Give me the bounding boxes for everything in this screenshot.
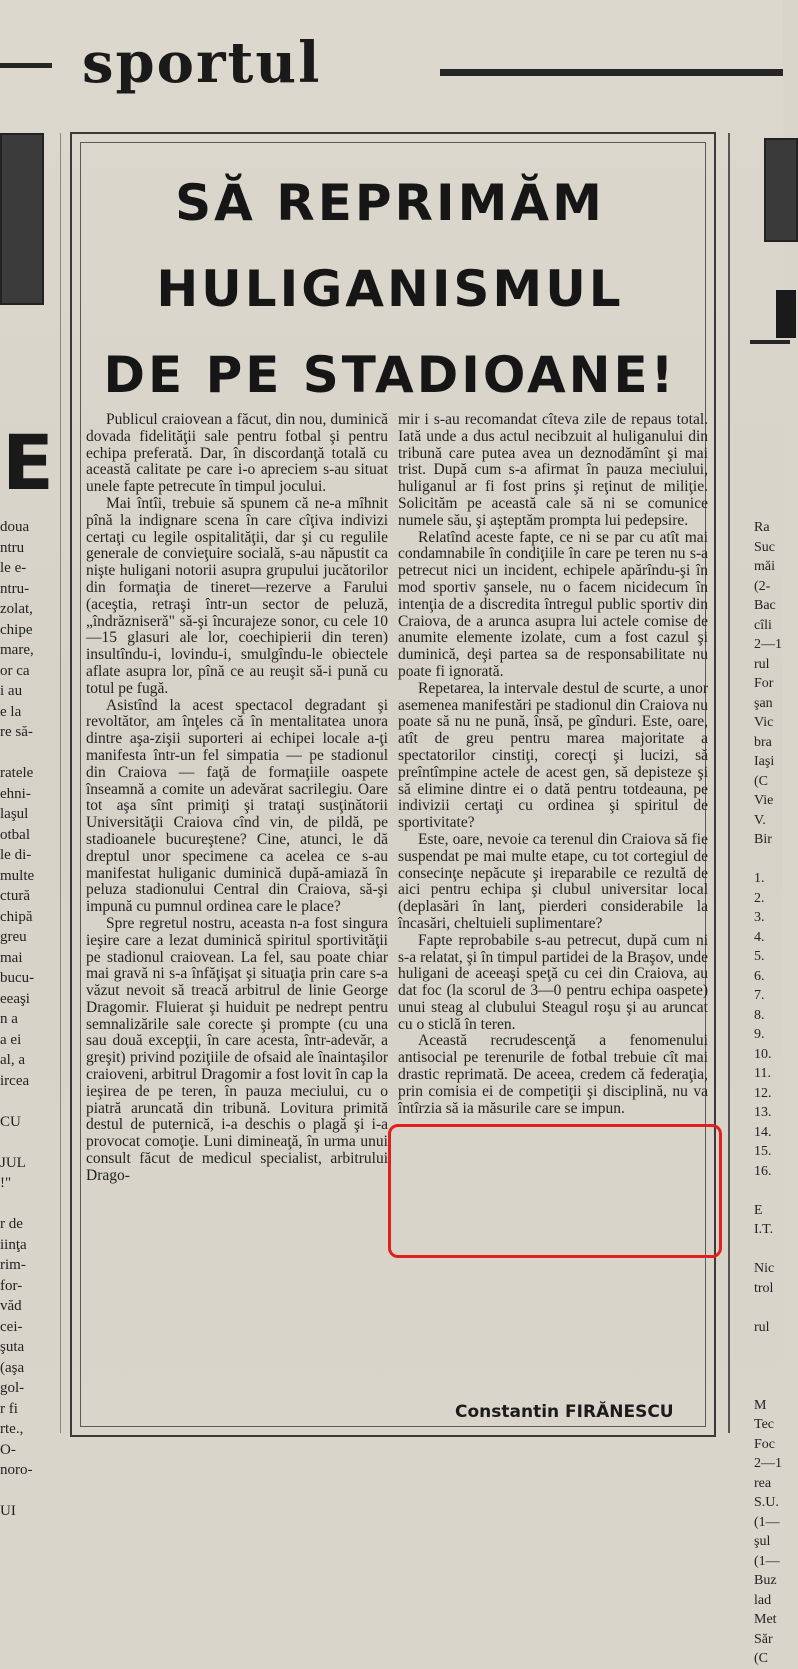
article-column-1 <box>86 412 388 1185</box>
paragraph: Repetarea, la intervale destul de scurte, a unor asemenea manifestări pe stadionul din Craiova nu poate să nu ne pună, însă, pe gînduri. Este, oare, atît de greu pentru marea majoritate a spectatorilor cinstiţi, corecţi şi lucizi, să preîntîmpine actele de acest gen, să depisteze şi să elimine dintre ei o dată pentru totdeauna, pe indivizii certaţi cu ordinea şi spiritul de sportivitate? <box>398 679 708 832</box>
left-column-text: doua ntru le e- ntru- zolat, chipe mare, or ca i au e la re să- ratele ehni- laşul otbal le di- multe ctură chipă greu mai bucu- eeaşi n a a ei al, a ircea CU JUL !" r de iinţa rim- for- văd cei- şuta (aşa gol- r fi rte., O- noro- UI <box>0 519 35 1519</box>
paragraph: Publicul craiovean a făcut, din nou, duminică dovada fidelităţii sale pentru fotbal şi pentru echipa preferată. Dar, în discordanţă totală cu această calitate pe care i-o apreciem s-au situat unele fapte petrecute în timpul jocului. <box>86 411 388 496</box>
left-photo <box>0 133 44 305</box>
article-headline <box>90 160 690 418</box>
paragraph: Este, oare, nevoie ca terenul din Craiova să fie suspendat pe mai multe etape, cu tot cortegiul de consecinţe nepăcute şi ireparabile ce rezultă de aici pentru echipa şi clubul universitar local (deplasări în lanţ, pierderi considerabile la încasări, cheltuieli suplimentare? <box>398 830 708 932</box>
right-headline-letter-block <box>776 290 796 338</box>
left-neighbor-column <box>0 0 62 1519</box>
left-headline-letter: E <box>2 418 54 507</box>
red-highlight-annotation <box>388 1124 722 1258</box>
right-neighbor-column <box>728 0 783 1666</box>
headline-line-2: HULIGANISMUL <box>156 260 624 318</box>
section-masthead: sportul <box>82 30 322 96</box>
right-photo <box>764 138 798 242</box>
highlighted-paragraph: Fapte reprobabile s-au petrecut, după cum ni s-a relatat, şi în timpul partidei de la Braşov, unde huligani de aceeaşi speţă cu cei din Craiova, au dat foc (la scorul de 3—0 pentru echipa oaspete) unui steag al clubului Steagul roşu şi au aruncat cu o sticlă în teren. <box>398 931 708 1033</box>
paragraph: Spre regretul nostru, aceasta n-a fost singura ieşire care a lezat duminică spiritul sportivităţii pe stadionul craiovean. La fel, sau poate chiar mai gravă ni s-a înfăţişat şi situaţia prin care s-a văzut nevoit să treacă arbitrul de linie George Dragomir. Fluierat şi huiduit pe nedrept pentru semnalizările sale corecte şi prompte (cu una sau două excepţii, în care acesta, într-adevăr, a greşit) privind poziţiile de ofsaid ale înaintaşilor craioveni, arbitrul Dragomir a fost lovit în cap la ieşirea de pe teren, în pauza meciului, cu o piatră aruncată din tribună. Lovitura primită destul de puternică, i-a deschis o plagă şi i-a provocat comoţie. Luni dimineaţă, în urma unui consult făcut de medicul specialist, arbitrului Drago- <box>86 914 388 1184</box>
paragraph: Relatînd aceste fapte, ce ni se par cu atît mai condamnabile în condiţiile în care pe teren nu s-a petrecut nici un incident, echipele apărîndu-şi în mod sportiv şansele, nu o facem nicidecum în intenţia de a discredita întregul public sportiv din Craiova, de a arunca asupra lui actele comise de anumite elemente izolate, cum a fost cazul şi duminică, deşi partea sa de responsabilitate nu poate fi ignorată. <box>398 528 708 680</box>
right-rule <box>750 340 790 344</box>
headline-line-1: SĂ REPRIMĂM <box>175 174 605 232</box>
author-byline: Constantin FIRĂNESCU <box>455 1402 674 1422</box>
paragraph: Mai întîi, trebuie să spunem că ne-a mîhnit pînă la indignare scena în care cîţiva indivizi certaţi cu legile ospitalităţii, dar şi cu regulile generale de convieţuire socială, s-au năpustit ca nişte huligani notorii asupra grupului jucătorilor din formaţia de tineret—rezerve a Farului (aceştia, retraşi într-un sector de peluză, „îndrăzniseră" să-şi încurajeze sonor, cu cele 10—15 glasuri ale lor, coechipierii din teren) insultîndu-i, lovindu-i, smulgîndu-le obiectele aflate asupra lor, pînă ce au reuşit să-i pună cu totul pe fugă. <box>86 494 388 697</box>
paragraph: Această recrudescenţă a fenomenului antisocial pe terenurile de fotbal trebuie cît mai drastic reprimată. De aceea, credem că federaţia, prin comisia ei de competiţii şi disciplină, nu va întîrzia să ia măsurile care se impun. <box>398 1032 708 1117</box>
headline-line-3: DE PE STADIOANE! <box>103 346 677 404</box>
right-column-text: Ra Suc măi (2- Bac cîli 2—1 rul For şan Vic bra Iaşi (C Vie V. Bir 1. 2. 3. 4. 5. 6. 7. 8. 9. 10. 11. 12. 13. 14. 15. 16. E I.T. Nic trol rul M Tec Foc 2—1 rea S.U. (1— şul (1— Buz lad Met Săr (C <box>754 520 782 1666</box>
paragraph-continued: mir i s-au recomandat cîteva zile de repaus total. Iată unde a dus actul necibzuit al huliganului din tribună care putea avea un deznodămînt şi mai trist. După cum s-a afirmat în pauza meciului, huliganul ar fi fost prins şi reţinut de miliţie. Solicităm pe această cale să ni se comunice numele său, şi aşteptăm prompta lui pedepsire. <box>398 411 708 529</box>
article-column-2 <box>398 412 708 1117</box>
paragraph: Asistînd la acest spectacol degradant şi revoltător, am înţeles că în mentalitatea unora dintre aşa-zişii suporteri ai echipei locale a-ţi manifesta într-un fel simpatia — pe stadionul din Craiova — faţă de formaţiile oaspete înseamnă a comite un adevărat sacrilegiu. Oare tot aşa sînt primiţi şi trataţi susţinătorii Universităţii Craiova cînd vin, de pildă, pe stadioanele bucureştene? Cine, atunci, le dă dreptul unor specimene ca acelea ce s-au manifestat huliganic duminică după-amiază în peluza stadionului Central din Craiova, să-şi impună cu pumnul ordinea care le place? <box>86 696 388 916</box>
